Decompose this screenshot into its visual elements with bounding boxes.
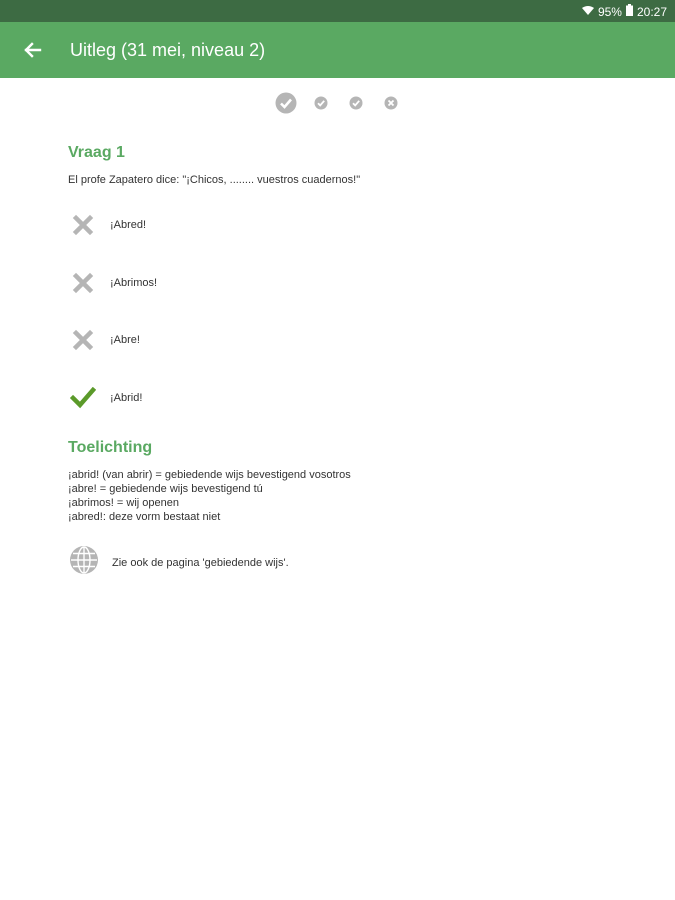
- close-circle-icon: [384, 97, 398, 114]
- globe-icon: [68, 544, 100, 581]
- question-heading: Vraag 1: [68, 144, 125, 161]
- question-text: El profe Zapatero dice: "¡Chicos, ........ vuestros cuadernos!": [68, 174, 361, 186]
- explanation-line: ¡abrid! (van abrir) = gebiedende wijs bevestigend vosotros: [68, 469, 351, 481]
- see-also-link[interactable]: [68, 544, 289, 581]
- status-right: [582, 4, 667, 19]
- back-button[interactable]: [18, 36, 46, 64]
- battery-icon: [626, 4, 633, 19]
- close-icon: [68, 268, 98, 298]
- check-circle-icon: [349, 97, 363, 114]
- close-icon: [68, 210, 98, 240]
- explanation-line: ¡abre! = gebiedende wijs bevestigend tú: [68, 483, 263, 495]
- check-circle-icon: [314, 97, 328, 114]
- explanation-line: ¡abred!: deze vorm bestaat niet: [68, 511, 221, 523]
- answer-option-1[interactable]: [68, 210, 368, 240]
- close-icon: [68, 325, 98, 355]
- see-also-text: Zie ook de pagina 'gebiedende wijs'.: [112, 556, 289, 569]
- progress-dot-4[interactable]: [384, 96, 398, 115]
- battery-percent: 95%: [597, 4, 622, 19]
- answer-label: ¡Abre!: [110, 334, 140, 346]
- answer-option-3[interactable]: [68, 325, 368, 355]
- app-bar: [0, 22, 675, 78]
- status-bar: [0, 0, 675, 22]
- progress-dot-3[interactable]: [349, 96, 363, 115]
- answer-option-4[interactable]: [68, 383, 368, 413]
- question-progress: [272, 90, 404, 116]
- check-circle-icon: [275, 101, 297, 118]
- clock: 20:27: [636, 4, 667, 19]
- wifi-icon: [582, 5, 594, 19]
- answer-label: ¡Abrimos!: [110, 277, 158, 289]
- answer-label: ¡Abred!: [110, 219, 147, 231]
- explanation-text: [68, 468, 351, 524]
- answer-option-2[interactable]: [68, 268, 368, 298]
- check-icon: [68, 383, 98, 413]
- page-title: Uitleg (31 mei, niveau 2): [70, 40, 266, 60]
- explanation-heading: Toelichting: [68, 439, 153, 456]
- progress-dot-1-current[interactable]: [275, 92, 297, 119]
- arrow-back-icon: [18, 51, 46, 68]
- explanation-line: ¡abrimos! = wij openen: [68, 497, 179, 509]
- answer-label: ¡Abrid!: [110, 392, 143, 404]
- progress-dot-2[interactable]: [314, 96, 328, 115]
